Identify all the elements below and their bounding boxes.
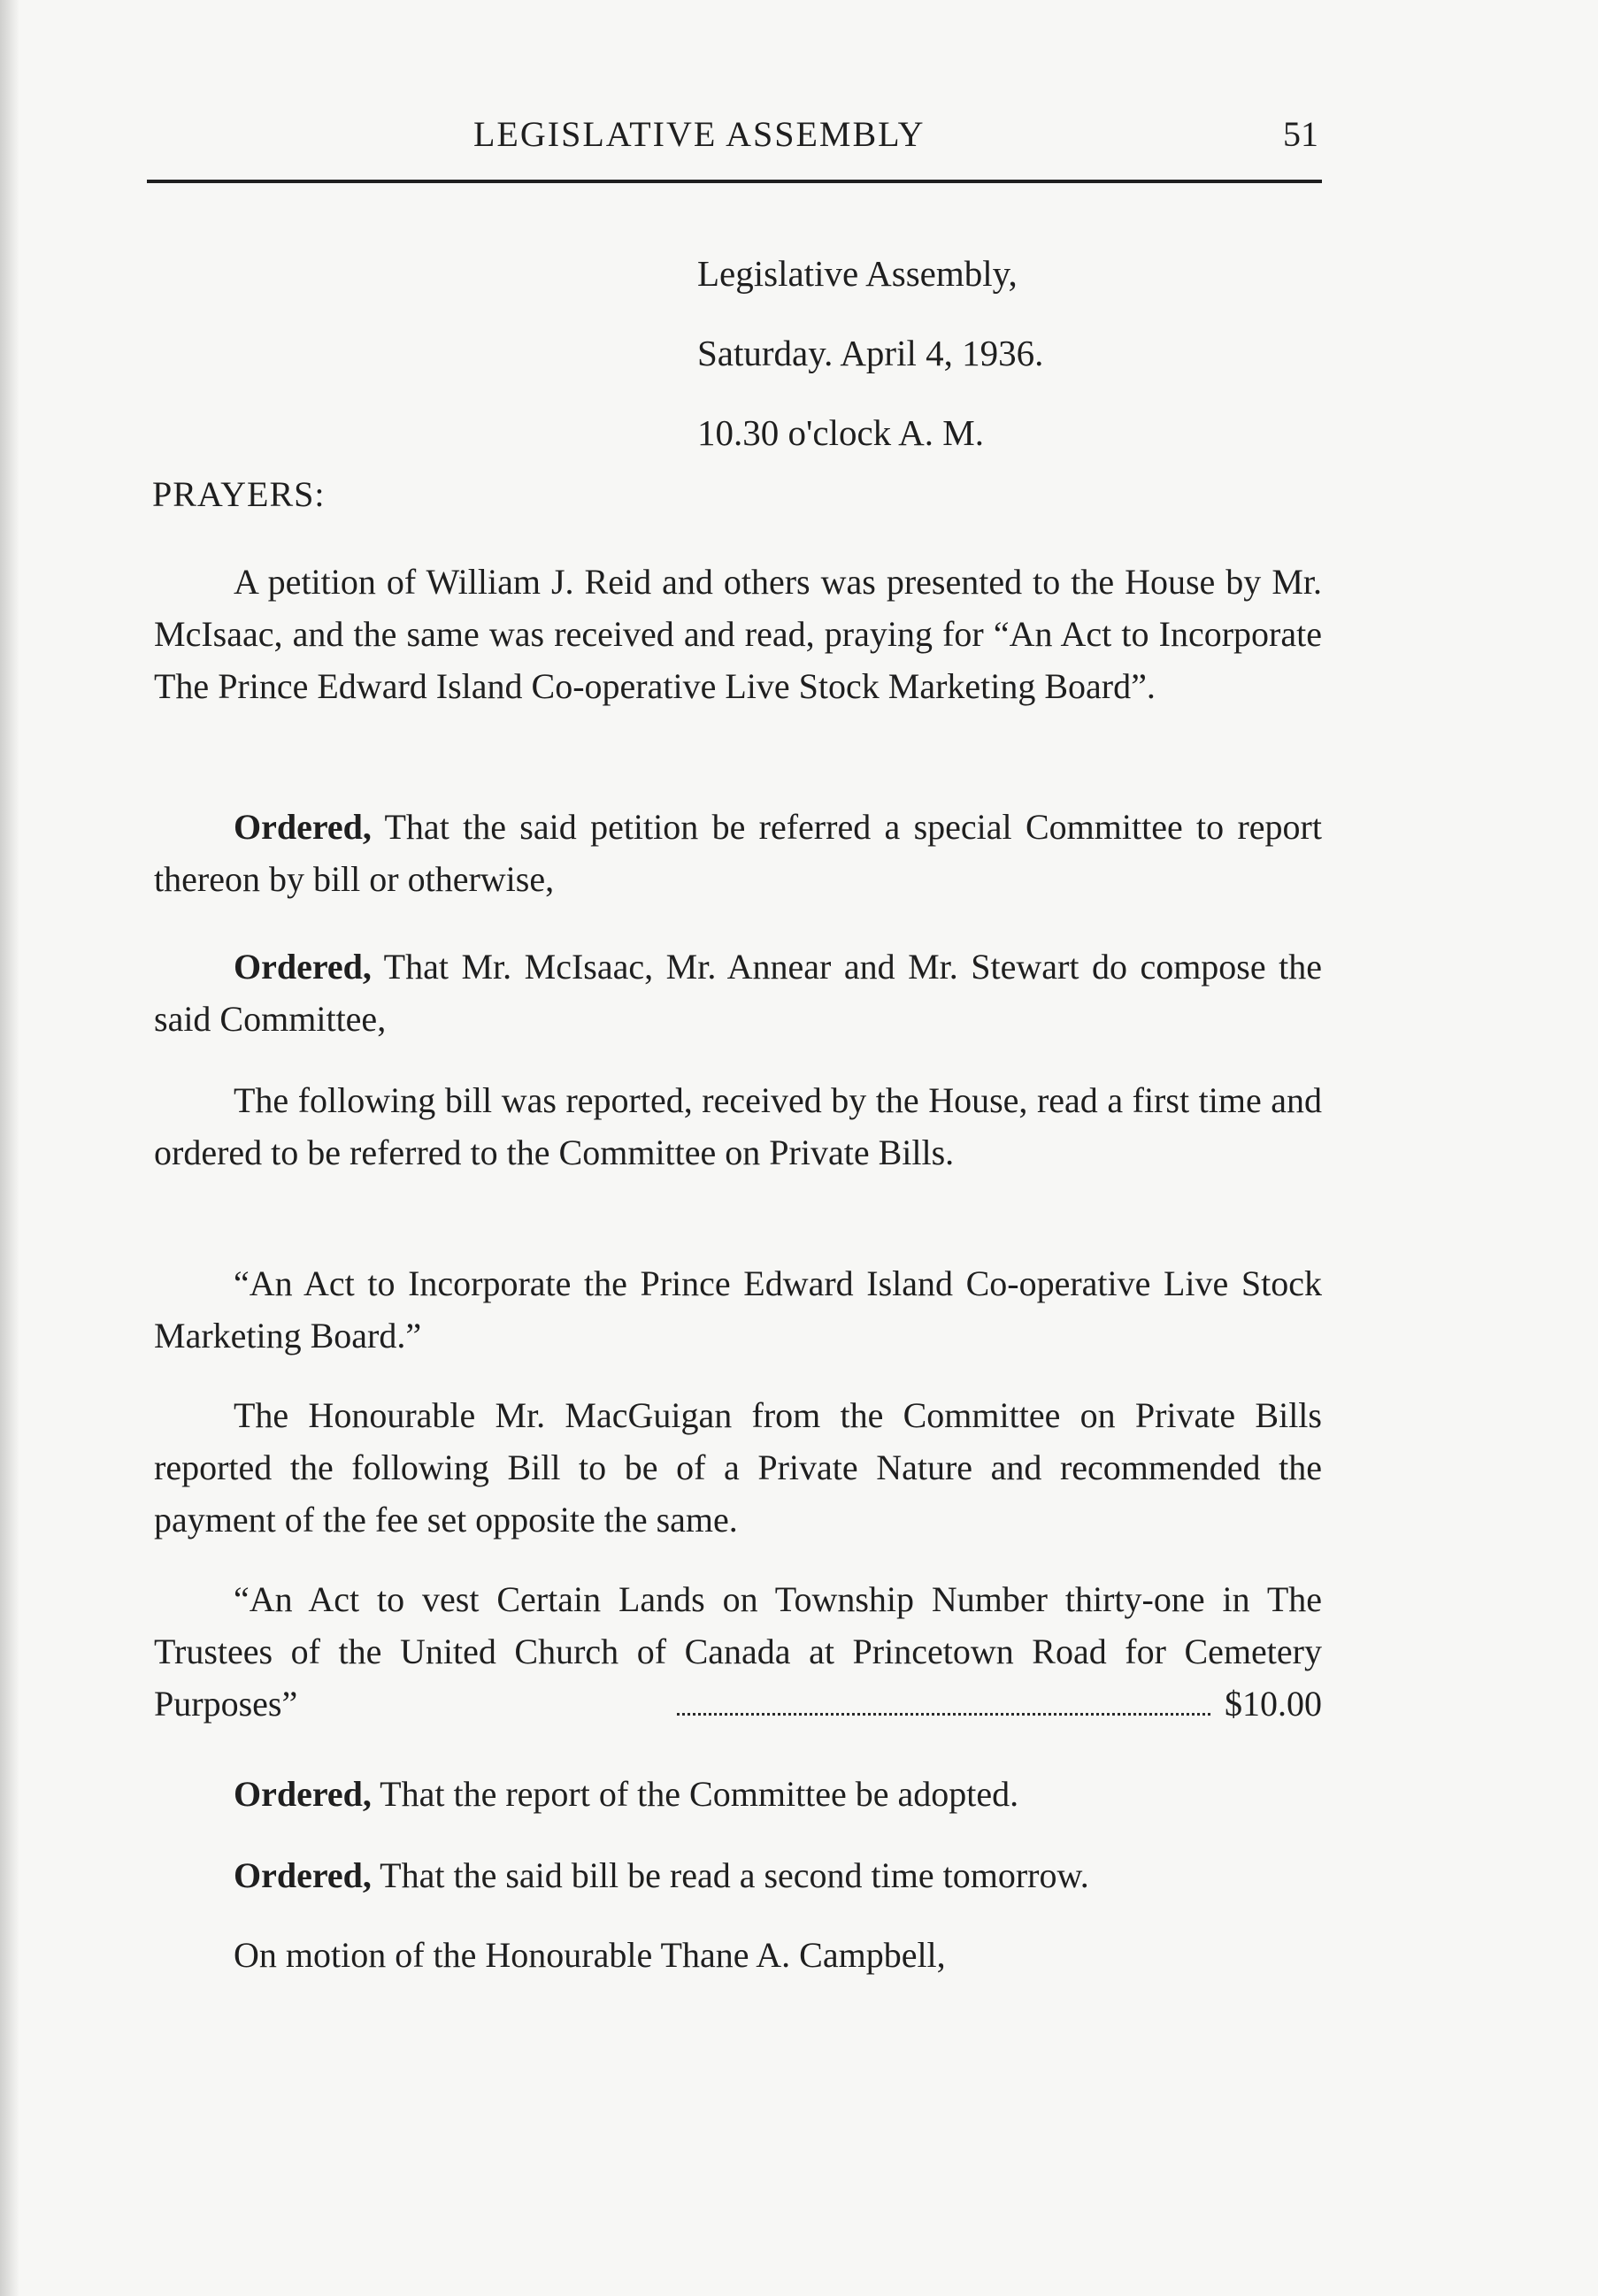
ordered-second-reading-paragraph bbox=[154, 1849, 1322, 1901]
motion-paragraph bbox=[154, 1929, 1322, 1981]
dateline-assembly: Legislative Assembly, bbox=[697, 253, 1018, 294]
dateline bbox=[697, 252, 1043, 491]
ordered-text: That Mr. McIsaac, Mr. Annear and Mr. Stewart do compose the said Committee, bbox=[154, 947, 1322, 1039]
fee-line bbox=[154, 1678, 1322, 1730]
macguigan-text: The Honourable Mr. MacGuigan from the Committee on Private Bills reported the following Bill to be of a Private Nature and recommended the payment of the fee set opposite the same. bbox=[154, 1395, 1322, 1540]
prayers-heading: PRAYERS: bbox=[152, 474, 326, 514]
petition-text: A petition of William J. Reid and others was presented to the House by Mr. McIsaac, and the same was received and read, praying for “An Act to Incorporate The Prince Edward Island Co-operative Live Stock Marketing Board”. bbox=[154, 562, 1322, 706]
ordered-text: That the said petition be referred a special Committee to report thereon by bill or otherwise, bbox=[154, 807, 1322, 899]
page-edge-shadow bbox=[0, 0, 19, 2296]
dateline-time: 10.30 o'clock A. M. bbox=[697, 412, 984, 453]
ordered-committee-paragraph bbox=[154, 941, 1322, 1045]
ordered-lead: Ordered, bbox=[234, 1855, 372, 1895]
ordered-text: That the report of the Committee be adopted. bbox=[371, 1774, 1019, 1814]
ordered-referral-paragraph bbox=[154, 801, 1322, 905]
act-title-paragraph bbox=[154, 1257, 1322, 1362]
motion-text: On motion of the Honourable Thane A. Campbell, bbox=[234, 1935, 946, 1975]
ordered-lead: Ordered, bbox=[234, 947, 372, 987]
bill-reported-text: The following bill was reported, received by the House, read a first time and ordered to be referred to the Committee on Private Bills. bbox=[154, 1080, 1322, 1172]
bill-reported-paragraph bbox=[154, 1074, 1322, 1179]
ordered-lead: Ordered, bbox=[234, 1774, 372, 1814]
vest-act-paragraph bbox=[154, 1573, 1322, 1730]
fee-amount: $10.00 bbox=[1225, 1684, 1322, 1724]
running-title: LEGISLATIVE ASSEMBLY bbox=[473, 114, 926, 154]
page-number: 51 bbox=[1283, 114, 1318, 154]
ordered-adopted-paragraph bbox=[154, 1768, 1322, 1820]
header-rule bbox=[147, 180, 1322, 183]
act-title-text: “An Act to Incorporate the Prince Edward Island Co-operative Live Stock Marketing Board.” bbox=[154, 1263, 1322, 1355]
dateline-date: Saturday. April 4, 1936. bbox=[697, 333, 1044, 373]
petition-paragraph bbox=[154, 556, 1322, 712]
ordered-text: That the said bill be read a second time tomorrow. bbox=[371, 1855, 1089, 1895]
running-header bbox=[150, 113, 1318, 166]
macguigan-paragraph bbox=[154, 1389, 1322, 1546]
ordered-lead: Ordered, bbox=[234, 807, 372, 847]
dot-leader bbox=[677, 1713, 1210, 1716]
vest-act-title: “An Act to vest Certain Lands on Township Number thirty-one in The Trustees of the United Church of Canada at Princetown Road for Cemetery Purposes” bbox=[154, 1579, 1322, 1724]
